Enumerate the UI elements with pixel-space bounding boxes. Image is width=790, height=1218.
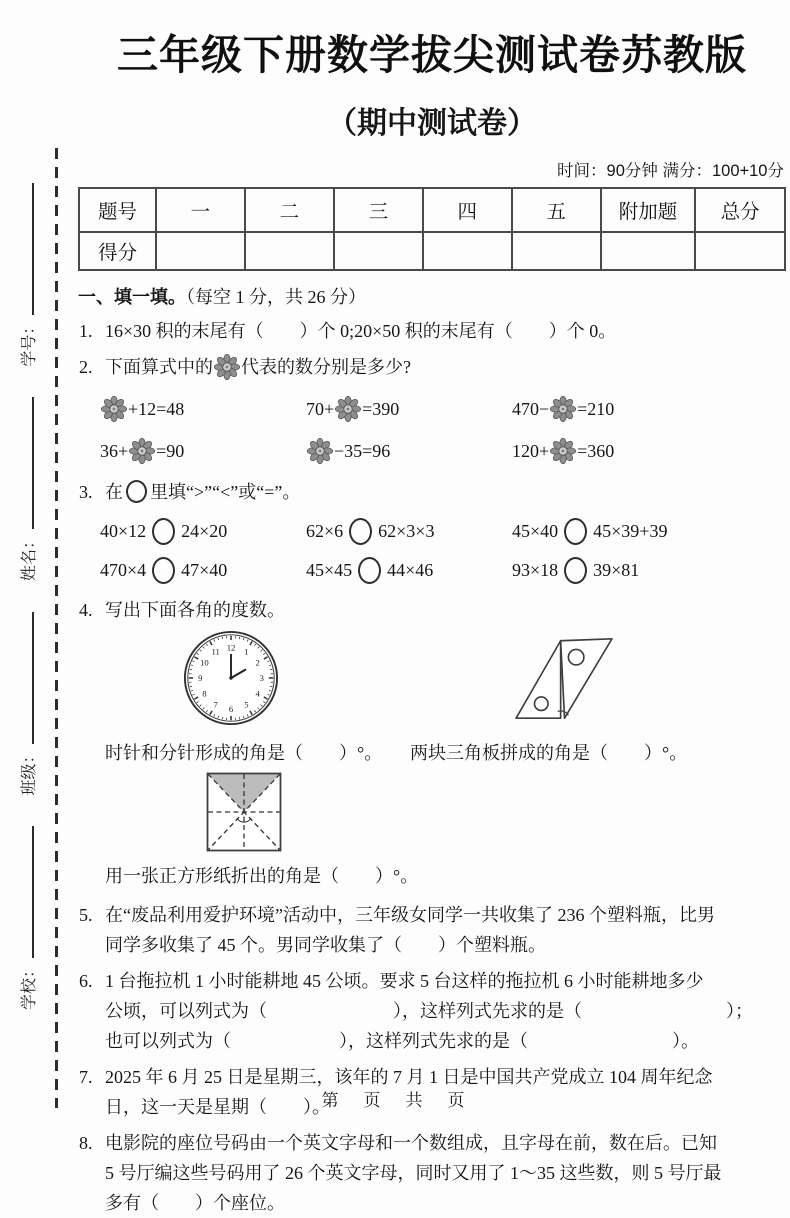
score-cell [695,232,785,270]
question-4-captions [78,738,786,768]
question-1-text: 16×30 积的末尾有（ ）个 0;20×50 积的末尾有（ ）个 0。 [105,316,786,346]
question-8 [78,1128,786,1218]
sidebar-field-name [16,397,39,581]
comparison: 45×45 44×46 [306,555,512,585]
score-row-label: 得分 [79,232,156,270]
equation: 470− =210 [512,394,614,424]
equation: 120+ =360 [512,436,614,466]
question-4-text: 写出下面各角的度数。 [105,595,786,625]
svg-text:6: 6 [229,704,234,714]
header-cell-5: 五 [512,188,601,232]
question-6-number: 6. [79,966,93,996]
question-4 [78,595,786,891]
question-7-line: 2025 年 6 月 25 日是星期三，该年的 7 月 1 日是中国共产党成立 104 周年纪念 [105,1062,786,1092]
comparison-row-2 [78,555,786,585]
triangle-hole [534,697,548,711]
triangle-hole [568,649,583,664]
equation: +12=48 [100,394,306,424]
question-8-number: 8. [79,1128,93,1158]
header-cell-total: 总分 [695,188,785,232]
set-squares-icon [514,633,616,725]
comparison-circle [564,518,587,545]
score-cell [334,232,423,270]
header-cell-bonus: 附加题 [601,188,696,232]
svg-text:4: 4 [255,688,260,698]
comparison-circle [152,518,175,545]
flower-icon [550,438,576,464]
clock-figure [178,630,284,735]
question-1 [78,316,786,346]
svg-text:9: 9 [198,673,202,683]
svg-text:7: 7 [213,700,218,710]
clock-face-icon [178,630,284,726]
equation-row-1 [78,394,786,424]
comparison-circle [126,480,147,503]
question-4-number: 4. [79,595,93,625]
comparison-circle [358,557,381,584]
folded-square-icon [206,772,282,852]
header-cell-question-number: 题号 [79,188,156,232]
flower-icon [550,396,576,422]
score-cell [423,232,512,270]
flower-icon [101,396,127,422]
sidebar-field-class [16,612,39,796]
equation: 70+ =390 [306,394,512,424]
sidebar-field-school [16,826,39,1010]
svg-text:3: 3 [260,673,264,683]
clock-caption: 时针和分针形成的角是（ ）°。 [78,738,410,768]
question-5-line: 同学多收集了 45 个。男同学收集了（ ）个塑料瓶。 [105,930,786,960]
svg-text:1: 1 [244,646,248,656]
question-2-number: 2. [79,352,93,382]
page-title: 三年级下册数学拔尖测试卷苏教版 [78,22,786,81]
page-subtitle: （期中测试卷） [78,98,786,142]
student-number-label: 学号： [21,319,38,367]
score-table-header-row [79,188,785,232]
comparison-row-1 [78,516,786,546]
question-8-line: 多有（ ）个座位。 [105,1188,786,1218]
flower-icon [335,396,361,422]
comparison: 93×18 39×81 [512,555,718,585]
question-5-line: 在“废品利用爱护环境”活动中，三年级女同学一共收集了 236 个塑料瓶，比男 [105,900,786,930]
school-blank-underline [19,826,34,958]
comparison-circle [564,557,587,584]
set-squares-caption: 两块三角板拼成的角是（ ）°。 [410,738,687,768]
name-label: 姓名： [21,533,38,581]
score-cell [601,232,696,270]
question-2-text: 下面算式中的 代表的数分别是多少? [105,352,786,382]
folded-paper-figure [206,772,786,861]
section-one-points-note: （每空 1 分，共 26 分） [186,287,366,307]
right-triangle [561,639,612,718]
question-5 [78,900,786,960]
question-8-line: 5 号厅编这些号码用了 26 个英文字母，同时又用了 1～35 这些数，则 5 号厅最 [105,1158,786,1188]
student-info-strip [16,130,39,1010]
section-one-heading [78,284,786,310]
question-6-line: 1 台拖拉机 1 小时能耕地 45 公顷。要求 5 台这样的拖拉机 6 小时能耕地多少 [105,966,786,996]
name-blank-underline [19,397,34,529]
comparison: 62×6 62×3×3 [306,516,512,546]
comparison: 45×40 45×39+39 [512,516,718,546]
svg-text:5: 5 [244,700,248,710]
set-squares-figure [514,633,616,734]
school-label: 学校： [21,962,38,1010]
equation: 36+ =90 [100,436,306,466]
question-6-line: 也可以列式为（ ），这样列式先求的是（ ）。 [105,1026,786,1056]
comparison: 470×4 47×40 [100,555,306,585]
score-cell [512,232,601,270]
score-table-score-row [79,232,785,270]
question-3-number: 3. [79,477,93,507]
section-one-title: 一、填一填。 [78,287,186,307]
sidebar-field-student-number [16,183,39,367]
svg-text:12: 12 [227,642,236,652]
comparison: 40×12 24×20 [100,516,306,546]
question-3 [78,477,786,585]
svg-text:2: 2 [255,658,259,668]
flower-icon [129,438,155,464]
svg-text:8: 8 [202,688,206,698]
flower-icon [307,438,333,464]
question-4-figures [78,630,786,735]
question-3-text: 在 里填“>”“<”或“=”。 [105,477,786,507]
score-cell [245,232,334,270]
svg-text:11: 11 [211,646,219,656]
question-7-line: 日，这一天是星期（ ）。 [105,1092,786,1122]
header-cell-1: 一 [156,188,245,232]
comparison-circle [349,518,372,545]
page-footer: 第 页 共 页 [0,1086,790,1111]
svg-text:10: 10 [200,658,209,668]
score-cell [156,232,245,270]
student-number-blank-underline [19,183,34,315]
question-1-number: 1. [79,316,93,346]
question-5-number: 5. [79,900,93,930]
class-label: 班级： [21,748,38,796]
header-cell-2: 二 [245,188,334,232]
score-table [78,187,786,271]
question-6-line: 公顷，可以列式为（ ），这样列式先求的是（ ）； [105,996,786,1026]
sidebar-dashed-divider [55,148,58,1108]
question-7-number: 7. [79,1062,93,1092]
flower-icon [214,354,240,380]
question-6 [78,966,786,1056]
folded-paper-caption: 用一张正方形纸折出的角是（ ）°。 [105,861,786,891]
time-score-info: 时间：90分钟 满分：100+10分 [78,157,784,181]
class-blank-underline [19,612,34,744]
header-cell-3: 三 [334,188,423,232]
question-8-line: 电影院的座位号码由一个英文字母和一个数组成，且字母在前，数在后。已知 [105,1128,786,1158]
header-cell-4: 四 [423,188,512,232]
question-2 [78,352,786,466]
comparison-circle [152,557,175,584]
equation-row-2 [78,436,786,466]
test-paper [78,14,786,1218]
equation: −35=96 [306,436,512,466]
